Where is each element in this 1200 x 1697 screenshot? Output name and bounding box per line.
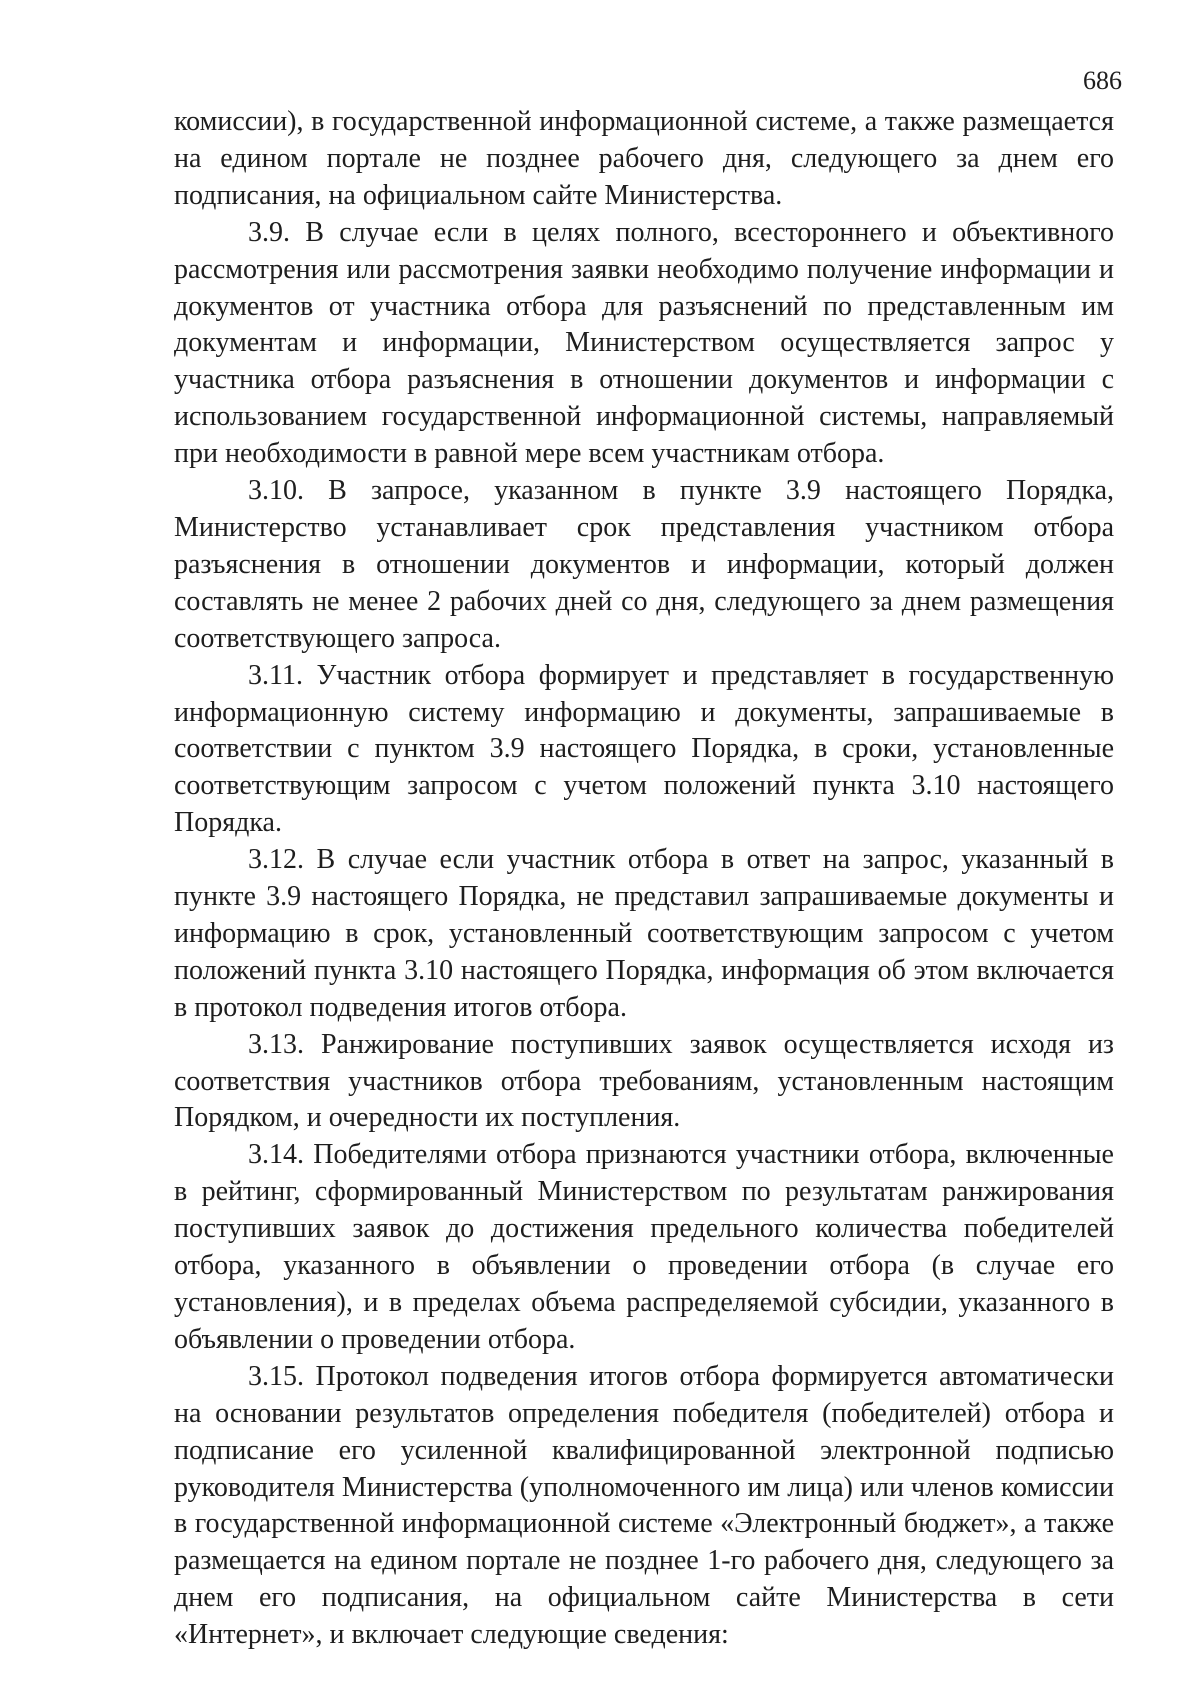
paragraph-3-12: 3.12. В случае если участник отбора в ответ на запрос, указанный в пункте 3.9 настоящего Порядка, не представил запрашиваемые документы и информацию в срок, установленный соответствующим запросом с учетом положений пункта 3.10 настоящего Порядка, информация об этом включается в протокол подведения итогов отбора. <box>174 844 1114 1023</box>
paragraph-3-9: 3.9. В случае если в целях полного, всестороннего и объективного рассмотрения или рассмотрения заявки необходимо получение информации и документов от участника отбора для разъяснений по представленным им документам и информации, Министерством осуществляется запрос у участника отбора разъяснения в отношении документов и информации с использованием государственной информационной системы, направляемый при необходимости в равной мере всем участникам отбора. <box>174 216 1114 470</box>
paragraph-3-11: 3.11. Участник отбора формирует и представляет в государственную информационную систему информацию и документы, запрашиваемые в соответствии с пунктом 3.9 настоящего Порядка, в сроки, установленные соответствующим запросом с учетом положений пункта 3.10 настоящего Порядка. <box>174 659 1114 839</box>
paragraph-3-10: 3.10. В запросе, указанном в пункте 3.9 настоящего Порядка, Министерство устанавливает срок представления участником отбора разъяснения в отношении документов и информации, который должен составлять не менее 2 рабочих дней со дня, следующего за днем размещения соответствующего запроса. <box>174 475 1114 654</box>
page-number: 686 <box>1083 66 1122 95</box>
paragraph-3-13: 3.13. Ранжирование поступивших заявок осуществляется исходя из соответствия участников отбора требованиям, установленным настоящим Порядком, и очередности их поступления. <box>174 1028 1114 1134</box>
paragraph-3-15: 3.15. Протокол подведения итогов отбора формируется автоматически на основании результатов определения победителя (победителей) отбора и подписание его усиленной квалифицированной электронной подписью руководителя Министерства (уполномоченного им лица) или членов комиссии в государственной информационной системе «Электронный бюджет», а также размещается на едином портале не позднее 1-го рабочего дня, следующего за днем его подписания, на официальном сайте Министерства в сети «Интернет», и включает следующие сведения: <box>174 1360 1114 1651</box>
body-text <box>174 104 1114 1654</box>
paragraph-3-14: 3.14. Победителями отбора признаются участники отбора, включенные в рейтинг, сформированный Министерством по результатам ранжирования поступивших заявок до достижения предельного количества победителей отбора, указанного в объявлении о проведении отбора (в случае его установления), и в пределах объема распределяемой субсидии, указанного в объявлении о проведении отбора. <box>174 1139 1114 1355</box>
paragraph-continuation: комиссии), в государственной информационной системе, а также размещается на едином портале не позднее рабочего дня, следующего за днем его подписания, на официальном сайте Министерства. <box>174 106 1114 211</box>
